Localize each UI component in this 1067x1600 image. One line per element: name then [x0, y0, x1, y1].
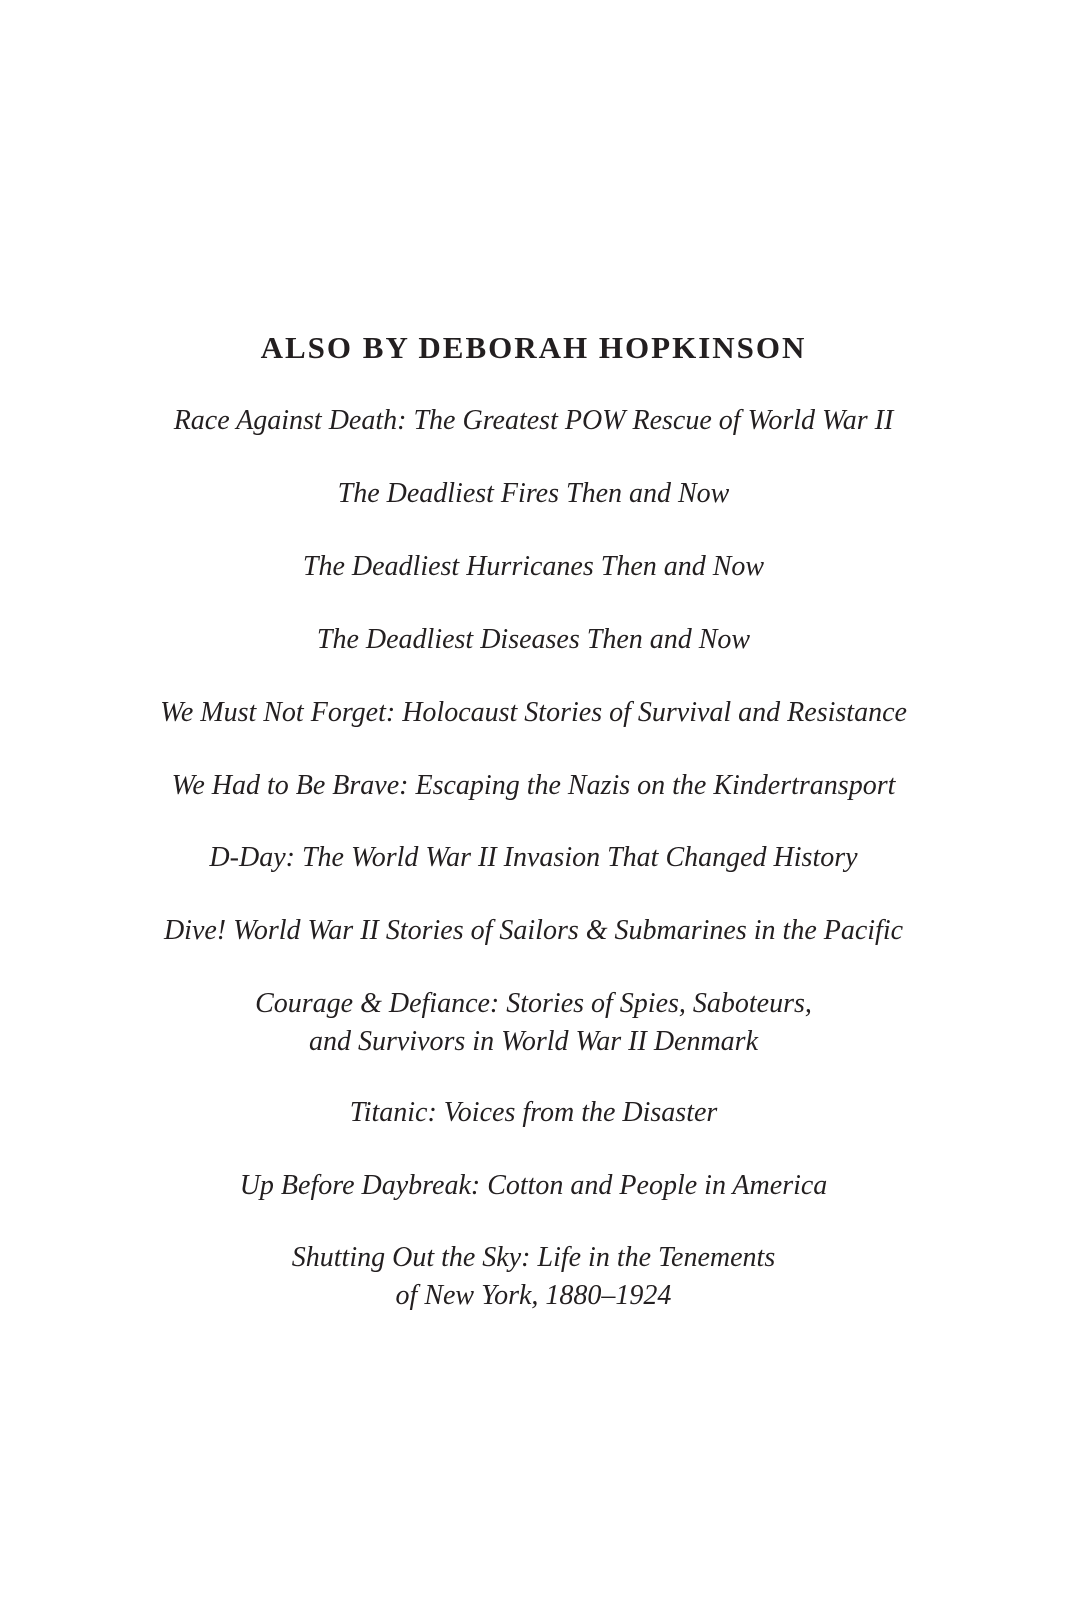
book-title-3: [0, 548, 1067, 586]
book-title-10: [0, 1094, 1067, 1132]
book-title-line: Courage & Defiance: Stories of Spies, Saboteurs,: [255, 988, 812, 1019]
book-title-12: [0, 1239, 1067, 1315]
book-title-6: [0, 767, 1067, 805]
book-title-line: Titanic: Voices from the Disaster: [349, 1097, 718, 1128]
book-title-1: [0, 402, 1067, 440]
book-title-line: The Deadliest Hurricanes Then and Now: [302, 551, 765, 582]
book-title-line: Shutting Out the Sky: Life in the Tenements: [291, 1242, 776, 1273]
book-title-4: [0, 621, 1067, 659]
book-title-7: [0, 839, 1067, 877]
book-title-8: [0, 912, 1067, 950]
book-title-11: [0, 1167, 1067, 1205]
book-title-5: [0, 694, 1067, 732]
book-title-line: Up Before Daybreak: Cotton and People in America: [239, 1170, 828, 1201]
book-title-9: [0, 985, 1067, 1061]
also-by-heading: ALSO BY DEBORAH HOPKINSON: [260, 330, 807, 365]
book-title-line: We Must Not Forget: Holocaust Stories of Survival and Resistance: [160, 697, 907, 728]
book-title-line: Race Against Death: The Greatest POW Rescue of World War II: [173, 405, 894, 436]
book-title-line: and Survivors in World War II Denmark: [308, 1026, 759, 1057]
book-title-line: We Had to Be Brave: Escaping the Nazis on the Kindertransport: [171, 770, 896, 801]
book-title-line: The Deadliest Fires Then and Now: [337, 478, 730, 509]
book-title-line: of New York, 1880–1924: [395, 1280, 672, 1311]
book-title-line: The Deadliest Diseases Then and Now: [316, 624, 751, 655]
book-title-line: D-Day: The World War II Invasion That Changed History: [209, 842, 858, 873]
book-title-2: [0, 475, 1067, 513]
book-title-line: Dive! World War II Stories of Sailors & Submarines in the Pacific: [163, 915, 904, 946]
